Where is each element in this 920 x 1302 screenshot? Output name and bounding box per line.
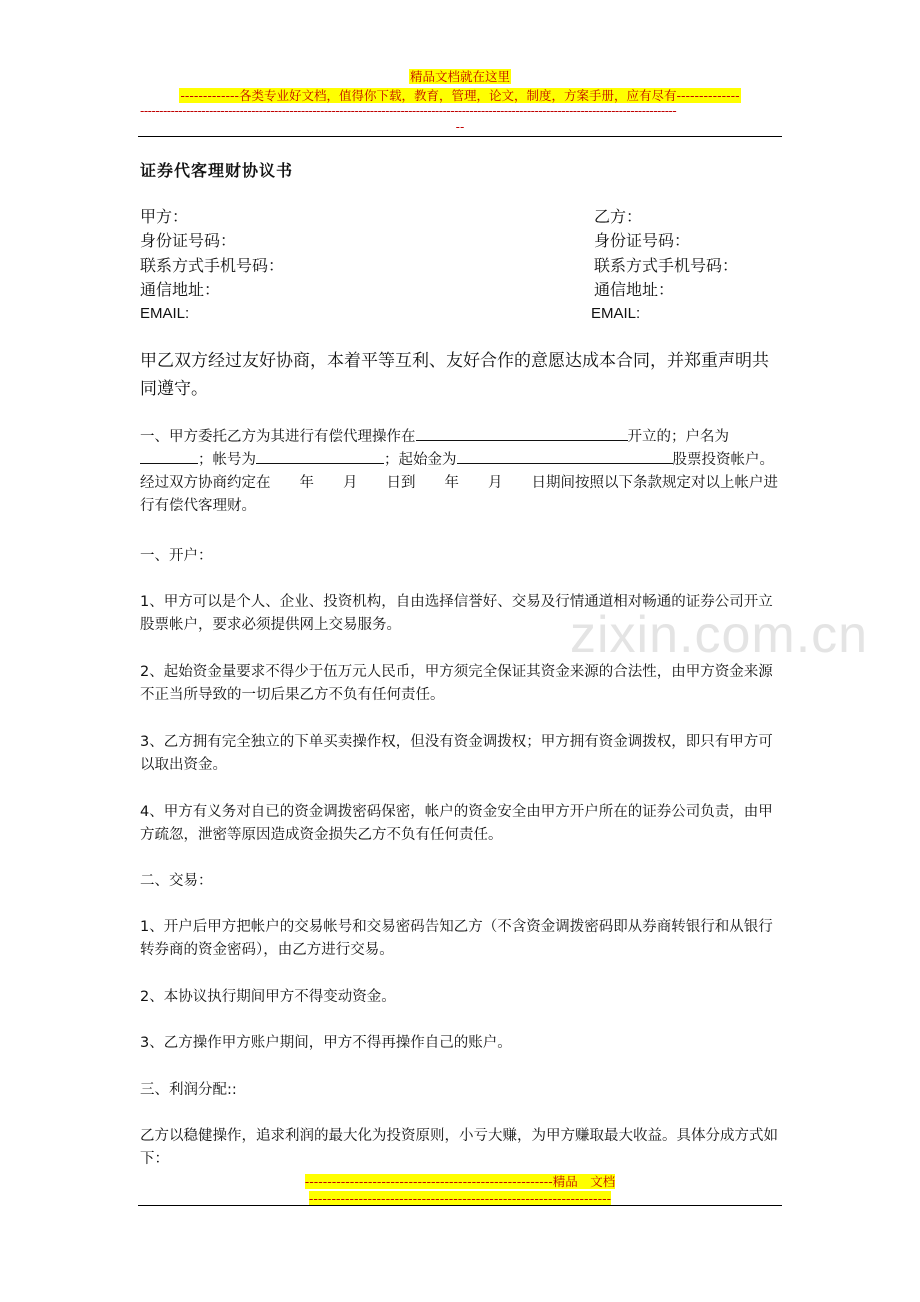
clause-text-3: ；帐号为 bbox=[198, 452, 256, 468]
party-b-email: EMAIL: bbox=[591, 305, 641, 323]
section-2-item-2: 2、本协议执行期间甲方不得变动资金。 bbox=[140, 989, 396, 1005]
section-2-item-3: 3、乙方操作甲方账户期间，甲方不得再操作自己的账户。 bbox=[140, 1035, 512, 1051]
party-b-id: 身份证号码： bbox=[594, 231, 691, 251]
section-1-item-1: 1、甲方可以是个人、企业、投资机构，自由选择信誉好、交易及行情通道相对畅通的证券公司开立股票帐户，要求必须提供网上交易服务。 bbox=[140, 594, 773, 633]
header-dash-tail: -- bbox=[455, 120, 465, 134]
party-b-block bbox=[591, 205, 739, 326]
footer-rule bbox=[138, 1205, 782, 1206]
delegation-clause bbox=[140, 426, 782, 518]
section-3-heading: 三、利润分配:: bbox=[140, 1082, 237, 1098]
header-line-1 bbox=[0, 66, 920, 85]
section-2-heading: 二、交易： bbox=[140, 873, 213, 889]
header-highlight-2: -------------各类专业好文档，值得你下载，教育，管理，论文，制度，方案手册，应有尽有-------------- bbox=[180, 88, 740, 103]
party-b-address: 通信地址： bbox=[594, 279, 675, 299]
section-1-item-4: 4、甲方有义务对自已的资金调拨密码保密，帐户的资金安全由甲方开户所在的证券公司负责，由甲方疏忽，泄密等原因造成资金损失乙方不负有任何责任。 bbox=[140, 804, 773, 843]
section-1-item-2: 2、起始资金量要求不得少于伍万元人民币，甲方须完全保证其资金来源的合法性，由甲方资金来源不正当所导致的一切后果乙方不负有任何责任。 bbox=[140, 664, 773, 703]
document-title: 证券代客理财协议书 bbox=[140, 161, 294, 180]
party-b-phone: 联系方式手机号码： bbox=[594, 255, 739, 275]
header-line-2 bbox=[0, 85, 920, 104]
clause-text-5: 股票投资帐户。经过双方协商约定在 年 月 日到 年 月 日期间按照以下条款规定对以上帐户进行有偿代客理财。 bbox=[140, 452, 778, 514]
blank-securities-company bbox=[416, 426, 628, 441]
clause-text-4: ；起始金为 bbox=[384, 452, 457, 468]
header-highlight-1: 精品文档就在这里 bbox=[409, 69, 510, 84]
section-3-paragraph: 乙方以稳健操作，追求利润的最大化为投资原则，小亏大赚，为甲方赚取最大收益。具体分成方式如下： bbox=[140, 1128, 778, 1167]
header-dash-line: -------------------------------------------------------------------------------------------------------------------------------------------- bbox=[140, 104, 677, 118]
party-a-address: 通信地址： bbox=[140, 279, 221, 299]
footer-highlight-2: ------------------------------------------------------------------- bbox=[308, 1191, 612, 1206]
section-2-item-1: 1、开户后甲方把帐户的交易帐号和交易密码告知乙方（不含资金调拨密码即从券商转银行和从银行转券商的资金密码），由乙方进行交易。 bbox=[140, 919, 773, 958]
party-b-name: 乙方： bbox=[594, 207, 643, 226]
section-1-heading: 一、开户： bbox=[140, 548, 213, 564]
header-rule bbox=[138, 136, 782, 137]
party-a-id: 身份证号码： bbox=[140, 231, 237, 251]
blank-account-name bbox=[140, 449, 198, 464]
footer-highlight-1: -------------------------------------------------------精品 文档 bbox=[304, 1174, 616, 1189]
party-a-block bbox=[140, 205, 284, 326]
section-1-item-3: 3、乙方拥有完全独立的下单买卖操作权，但没有资金调拨权；甲方拥有资金调拨权，即只有甲方可以取出资金。 bbox=[140, 734, 773, 773]
blank-account-number bbox=[256, 449, 384, 464]
clause-text-2: 开立的；户名为 bbox=[627, 429, 729, 445]
party-a-name: 甲方： bbox=[140, 207, 189, 226]
party-a-phone: 联系方式手机号码： bbox=[140, 255, 285, 275]
clause-text-1: 一、甲方委托乙方为其进行有偿代理操作在 bbox=[140, 429, 416, 445]
blank-start-amount bbox=[457, 449, 673, 464]
intro-paragraph: 甲乙双方经过友好协商，本着平等互利、友好合作的意愿达成本合同，并郑重声明共同遵守。 bbox=[140, 351, 769, 399]
watermark: zixin.com.cn bbox=[570, 606, 869, 664]
party-a-email: EMAIL: bbox=[140, 305, 190, 323]
